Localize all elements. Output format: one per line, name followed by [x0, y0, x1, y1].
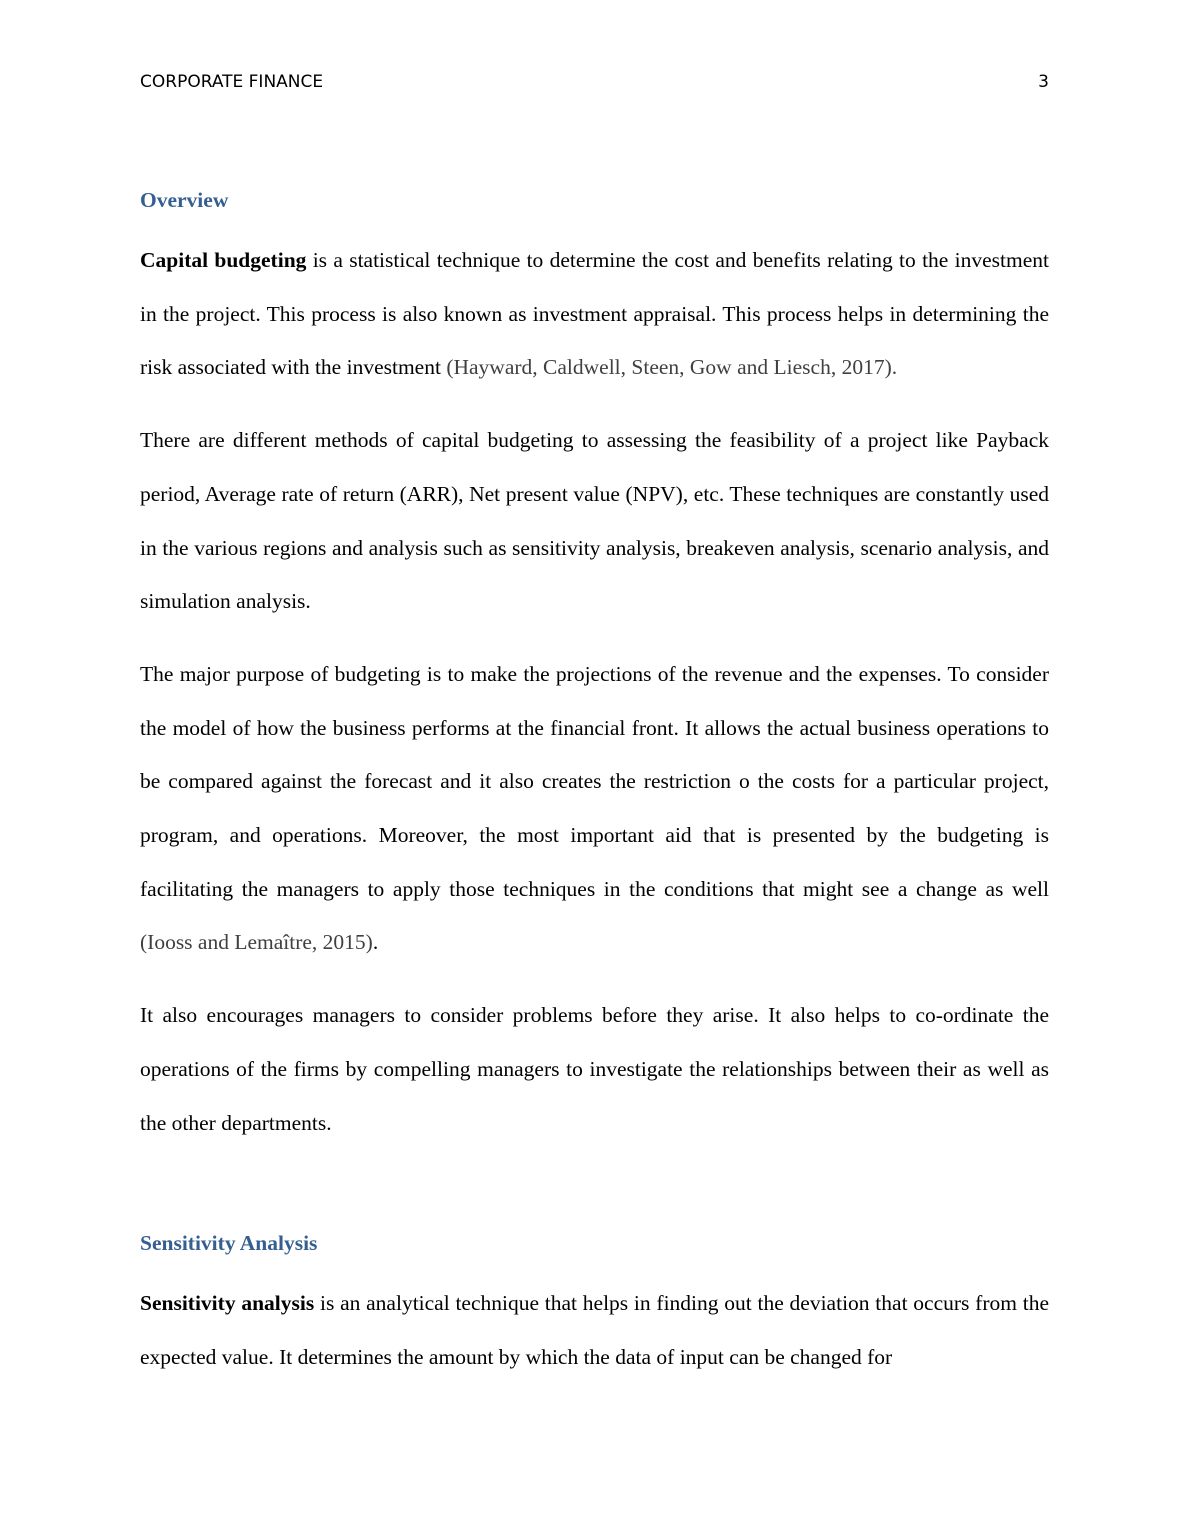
paragraph-text: The major purpose of budgeting is to make the projections of the revenue and the expenses. To consider the model of how the business performs at the financial front. It allows the actual business operations to be compared against the forecast and it also creates the restriction o the costs for a particular project, program, and operations. Moreover, the most important aid that is presented by the budgeting is facilitating the managers to apply those techniques in the conditions that might see a change as well: [140, 661, 1049, 901]
paragraph-tail: .: [372, 930, 379, 955]
document-body: [140, 180, 1049, 1385]
paragraph-text: is an analytical technique that helps in finding out the deviation that occurs from the expected value. It determines the amount by which the data of input can be changed for: [140, 1291, 1049, 1369]
citation: (Hayward, Caldwell, Steen, Gow and Liesch, 2017).: [446, 355, 898, 380]
paragraph-methods: [140, 414, 1049, 629]
paragraph-sensitivity-analysis: [140, 1277, 1049, 1384]
paragraph-purpose: [140, 648, 1049, 970]
key-term: Sensitivity analysis: [140, 1291, 315, 1316]
key-term: Capital budgeting: [140, 248, 307, 272]
running-head: CORPORATE FINANCE: [140, 72, 324, 92]
page-header: [140, 72, 1049, 96]
paragraph-capital-budgeting: [140, 234, 1049, 395]
page-number: 3: [1038, 72, 1049, 92]
section-heading-sensitivity-analysis: Sensitivity Analysis: [140, 1231, 318, 1256]
paragraph-text: is a statistical technique to determine the cost and benefits relating to the investment in the project. This process is also known as investment appraisal. This process helps in determining the risk associated with the investment: [140, 248, 1049, 380]
paragraph-encourages: [140, 989, 1049, 1150]
paragraph-text: There are different methods of capital budgeting to assessing the feasibility of a project like Payback period, Average rate of return (ARR), Net present value (NPV), etc. These techniques are constantly used in the various regions and analysis such as sensitivity analysis, breakeven analysis, scenario analysis, and simulation analysis.: [140, 428, 1049, 614]
citation: (Iooss and Lemaître, 2015): [140, 930, 373, 955]
paragraph-text: It also encourages managers to consider problems before they arise. It also helps to co-ordinate the operations of the firms by compelling managers to investigate the relationships between their as well as the other departments.: [140, 1003, 1049, 1135]
section-heading-overview: Overview: [140, 188, 229, 212]
